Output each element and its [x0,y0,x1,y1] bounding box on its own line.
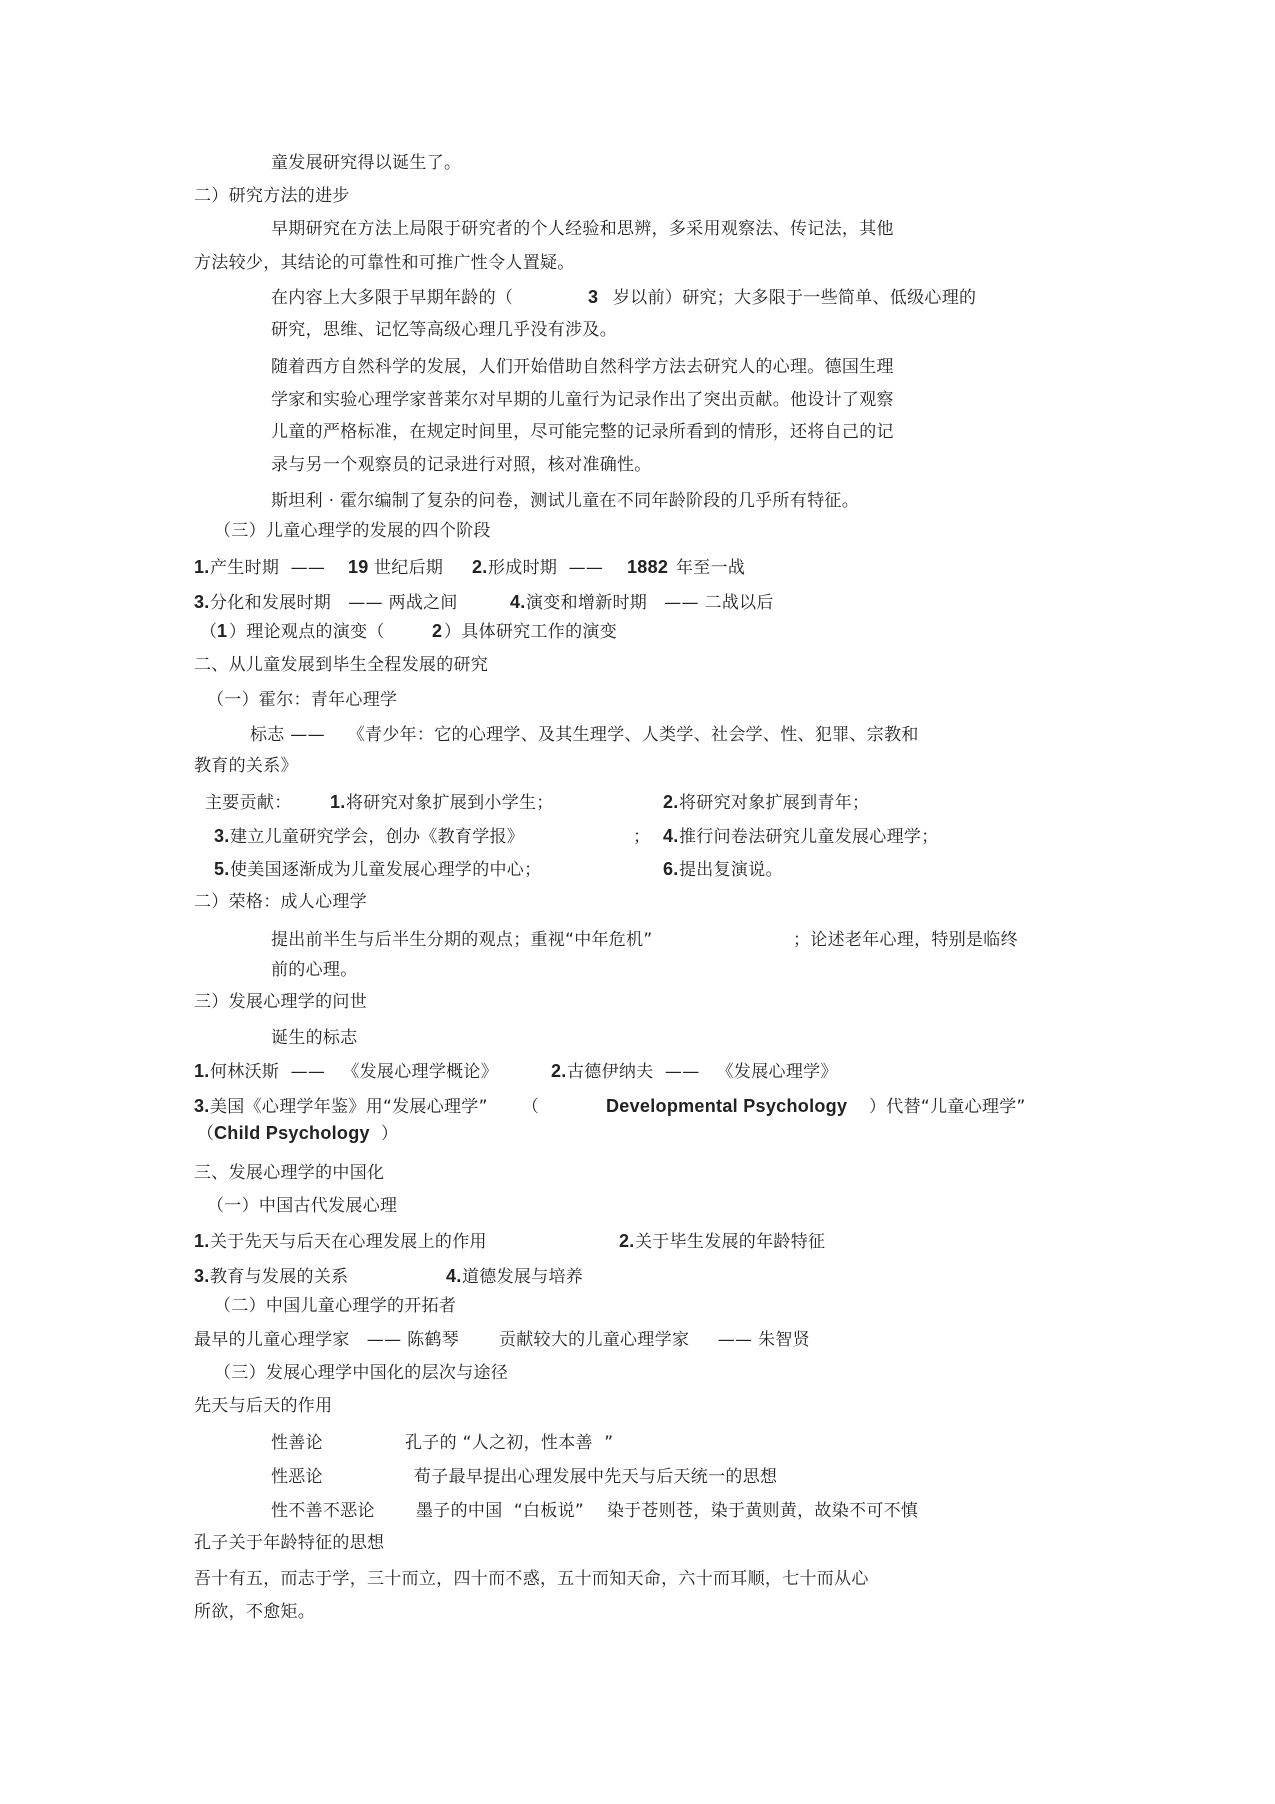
text-segment: 孔子的 “人之初，性本善 ” [405,1433,614,1453]
text-line [0,1467,1275,1489]
text-segment: 三）发展心理学的问世 [194,992,367,1012]
text-segment: 在内容上大多限于早期年龄的（ [271,288,514,308]
text-line [0,422,1275,444]
text-segment: ； [633,827,651,847]
text-segment: （一）霍尔：青年心理学 [207,690,398,710]
text-line [0,1062,1275,1084]
text-line [0,558,1275,580]
text-segment: 方法较少，其结论的可靠性和可推广性令人置疑。 [194,253,575,273]
bold-text-segment: 5. [214,859,230,879]
text-line [0,1330,1275,1352]
text-line [0,1602,1275,1624]
text-line [0,1097,1275,1119]
bold-text-segment: 1. [194,1231,210,1251]
text-line [0,288,1275,310]
text-segment: 使美国逐渐成为儿童发展心理学的中心； [230,860,542,880]
text-segment: 性不善不恶论 [271,1501,375,1521]
text-line [0,1124,1275,1146]
bold-text-segment: 1. [194,1061,210,1081]
text-segment: 性善论 [271,1433,323,1453]
bold-text-segment: 1 [217,621,228,641]
text-segment: 前的心理。 [271,960,358,980]
text-segment: 道德发展与培养 [462,1267,584,1287]
text-line [0,390,1275,412]
text-segment: 随着西方自然科学的发展，人们开始借助自然科学方法去研究人的心理。德国生理 [271,357,894,377]
text-segment: 建立儿童研究学会，创办《教育学报》 [230,827,525,847]
bold-text-segment: 2. [472,557,488,577]
text-line [0,219,1275,241]
text-segment: ）具体研究工作的演变 [444,622,617,642]
bold-text-segment: 3. [194,1096,210,1116]
text-segment: 将研究对象扩展到青年； [679,793,870,813]
text-line [0,860,1275,882]
text-segment: 何林沃斯 —— 《发展心理学概论》 [210,1062,499,1082]
text-segment: 荀子最早提出心理发展中先天与后天统一的思想 [414,1467,778,1487]
text-segment: 早期研究在方法上局限于研究者的个人经验和思辨，多采用观察法、传记法，其他 [271,219,894,239]
text-segment: 先天与后天的作用 [194,1396,333,1416]
text-segment: 二）研究方法的进步 [194,186,350,206]
text-segment: 形成时期 —— [488,558,604,578]
text-segment: 最早的儿童心理学家 —— 陈鹤琴 贡献较大的儿童心理学家 —— 朱智贤 [194,1330,810,1350]
text-line [0,1433,1275,1455]
text-segment: ）理论观点的演变（ [229,622,385,642]
text-line [0,622,1275,644]
bold-text-segment: 6. [663,859,679,879]
text-segment: （三）儿童心理学的发展的四个阶段 [214,521,491,541]
text-segment: 吾十有五，而志于学，三十而立，四十而不惑，五十而知天命，六十而耳顺，七十而从心 [194,1569,869,1589]
text-line [0,1396,1275,1418]
text-segment: 将研究对象扩展到小学生； [346,793,554,813]
text-segment: 三、发展心理学的中国化 [194,1163,385,1183]
text-segment: 提出复演说。 [679,860,783,880]
text-segment: 提出前半生与后半生分期的观点；重视“中年危机” [271,930,653,950]
bold-text-segment: 1. [330,792,346,812]
text-line [0,1501,1275,1523]
bold-text-segment: 19 [348,557,369,577]
text-line [0,960,1275,982]
text-line [0,357,1275,379]
text-segment: 童发展研究得以诞生了。 [271,153,462,173]
text-segment: 产生时期 —— [210,558,326,578]
text-segment: 标志 —— 《青少年：它的心理学、及其生理学、人类学、社会学、性、犯罪、宗教和 [250,725,919,745]
text-segment: （二）中国儿童心理学的开拓者 [214,1296,457,1316]
bold-text-segment: 3 [588,287,599,307]
text-segment: 学家和实验心理学家普莱尔对早期的儿童行为记录作出了突出贡献。他设计了观察 [271,390,894,410]
bold-text-segment: 2. [663,792,679,812]
bold-text-segment: 2 [432,621,443,641]
text-line [0,827,1275,849]
text-line [0,153,1275,175]
text-segment: 斯坦利 · 霍尔编制了复杂的问卷，测试儿童在不同年龄阶段的几乎所有特征。 [271,491,860,511]
text-segment: 主要贡献： [205,793,292,813]
text-segment: （三）发展心理学中国化的层次与途径 [214,1363,509,1383]
text-segment: 美国《心理学年鉴》用“发展心理学” （ [210,1097,540,1117]
bold-text-segment: 3. [214,826,230,846]
text-segment: （一）中国古代发展心理 [207,1196,398,1216]
text-line [0,930,1275,952]
bold-text-segment: 2. [619,1231,635,1251]
text-line [0,521,1275,543]
text-segment: 古德伊纳夫 —— 《发展心理学》 [567,1062,838,1082]
bold-text-segment: 4. [446,1266,462,1286]
text-line [0,593,1275,615]
text-line [0,992,1275,1014]
bold-text-segment: 3. [194,592,210,612]
text-segment: （ [197,1124,215,1144]
text-segment: 世纪后期 [374,558,444,578]
bold-text-segment: 1882 [627,557,669,577]
bold-text-segment: 4. [663,826,679,846]
text-segment: ；论述老年心理，特别是临终 [793,930,1018,950]
text-segment: 所欲，不愈矩。 [194,1602,316,1622]
bold-text-segment: Developmental Psychology [606,1096,848,1116]
text-line [0,1028,1275,1050]
text-line [0,320,1275,342]
text-line [0,253,1275,275]
text-segment: （ [200,622,218,642]
text-line [0,1296,1275,1318]
text-segment: 孔子关于年龄特征的思想 [194,1533,385,1553]
text-segment: 儿童的严格标准，在规定时间里，尽可能完整的记录所看到的情形，还将自己的记 [271,422,894,442]
bold-text-segment: 3. [194,1266,210,1286]
text-line [0,1267,1275,1289]
bold-text-segment: 1. [194,557,210,577]
text-line [0,1533,1275,1555]
text-segment: 性恶论 [271,1467,323,1487]
text-segment: 分化和发展时期 —— 两战之间 [210,593,458,613]
text-segment: 研究，思维、记忆等高级心理几乎没有涉及。 [271,320,617,340]
text-segment: 教育与发展的关系 [210,1267,349,1287]
text-segment: 墨子的中国 “白板说” 染于苍则苍，染于黄则黄，故染不可不慎 [416,1501,919,1521]
text-line [0,892,1275,914]
text-segment: 演变和增新时期 —— 二战以后 [526,593,774,613]
text-segment: 年至一战 [676,558,746,578]
text-line [0,690,1275,712]
bold-text-segment: Child Psychology [214,1123,370,1143]
text-line [0,491,1275,513]
text-line [0,1196,1275,1218]
text-segment: 关于毕生发展的年龄特征 [635,1232,826,1252]
text-segment: 录与另一个观察员的记录进行对照，核对准确性。 [271,455,652,475]
text-line [0,1232,1275,1254]
text-line [0,756,1275,778]
text-line [0,1163,1275,1185]
bold-text-segment: 2. [551,1061,567,1081]
text-line [0,1363,1275,1385]
text-line [0,725,1275,747]
text-segment: 二）荣格：成人心理学 [194,892,367,912]
text-segment: 岁以前）研究；大多限于一些简单、低级心理的 [613,288,977,308]
bold-text-segment: 4. [510,592,526,612]
text-line [0,655,1275,677]
text-segment: 关于先天与后天在心理发展上的作用 [210,1232,487,1252]
text-segment: 诞生的标志 [271,1028,358,1048]
text-segment: 教育的关系》 [194,756,298,776]
text-line [0,455,1275,477]
text-segment: ） [381,1124,399,1144]
text-segment: ）代替“儿童心理学” [869,1097,1026,1117]
text-line [0,1569,1275,1591]
text-line [0,793,1275,815]
text-segment: 二、从儿童发展到毕生全程发展的研究 [194,655,489,675]
text-line [0,186,1275,208]
text-segment: 推行问卷法研究儿童发展心理学； [679,827,939,847]
